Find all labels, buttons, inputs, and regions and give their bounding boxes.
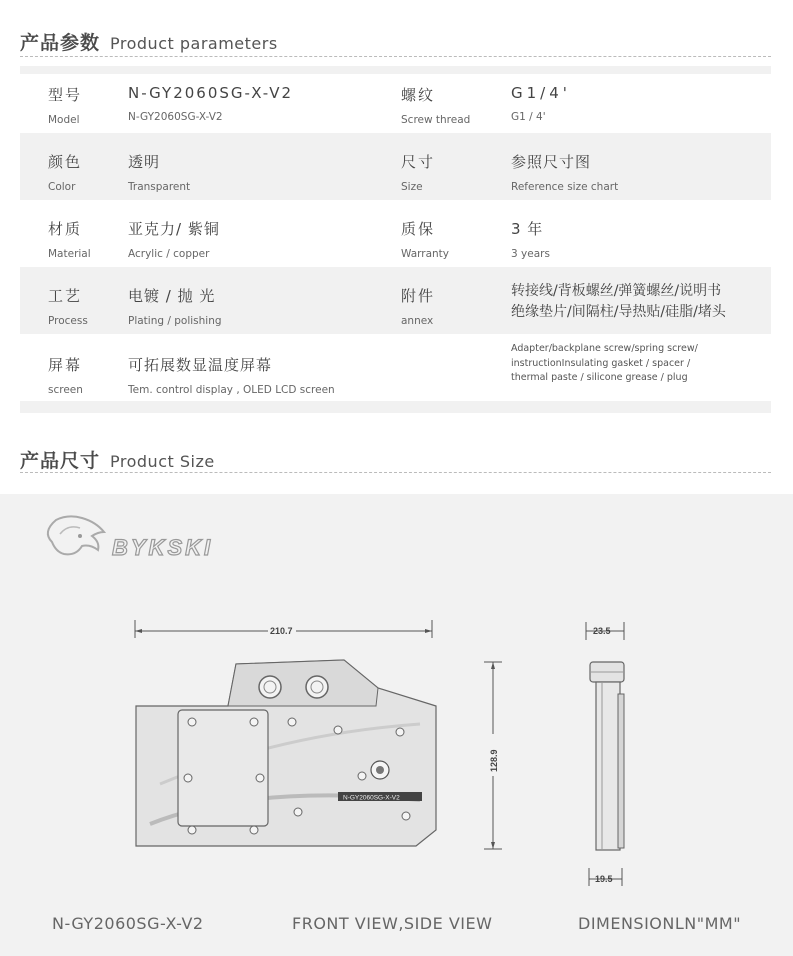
label-en: screen — [48, 384, 83, 396]
accessories-line-2: 绝缘垫片/间隔柱/导热贴/硅脂/堵头 — [511, 304, 726, 320]
right-value-en: G1 / 4' — [511, 111, 546, 123]
right-label-cn: 质保 — [401, 220, 436, 238]
param-row-model — [20, 66, 771, 133]
params-table — [20, 66, 771, 413]
brand-name: BYKSKI — [112, 535, 214, 560]
right-value-cn: G1/4' — [511, 84, 571, 102]
width-dimension — [135, 620, 432, 638]
value-en: Transparent — [128, 181, 191, 193]
label-en: Material — [48, 248, 91, 260]
caption-model: N-GY2060SG-X-V2 — [52, 914, 204, 933]
label-cn: 材质 — [48, 220, 83, 238]
right-label-en: Screw thread — [401, 114, 471, 126]
size-title-en: Product Size — [110, 452, 215, 471]
side-top-dimension — [586, 622, 624, 640]
label-cn: 工艺 — [48, 287, 83, 305]
label-en: Color — [48, 181, 76, 193]
param-row-screen — [20, 334, 771, 401]
size-title-cn: 产品尺寸 — [20, 450, 101, 472]
right-label-cn: 尺寸 — [401, 153, 436, 171]
drawing-svg — [0, 494, 793, 956]
size-section-header — [20, 446, 215, 473]
right-label-cn: 附件 — [401, 287, 436, 305]
value-cn: 电镀 / 抛 光 — [128, 287, 216, 305]
value-en: Plating / polishing — [128, 315, 222, 327]
accessories-en-line-2: instructionInsulating gasket / spacer / — [511, 357, 691, 369]
params-title-en: Product parameters — [110, 34, 278, 53]
accessories-en-line-3: thermal paste / silicone grease / plug — [511, 372, 688, 383]
row-top-band — [20, 66, 771, 74]
label-cn: 屏幕 — [48, 356, 83, 374]
params-title-cn: 产品参数 — [20, 32, 101, 54]
side-view — [590, 662, 624, 850]
params-divider — [20, 56, 771, 57]
side-bottom-dimension — [589, 868, 622, 886]
param-row-color — [20, 133, 771, 200]
accessories-line-1: 转接线/背板螺丝/弹簧螺丝/说明书 — [511, 283, 722, 299]
right-label-cn: 螺纹 — [401, 86, 436, 104]
caption-units: DIMENSIONLN"MM" — [578, 914, 742, 933]
height-label: 128.9 — [489, 749, 499, 772]
value-en: N-GY2060SG-X-V2 — [128, 111, 223, 123]
label-cn: 颜色 — [48, 153, 83, 171]
value-en: Acrylic / copper — [128, 248, 210, 260]
label-en: Process — [48, 315, 88, 327]
caption-views: FRONT VIEW,SIDE VIEW — [292, 914, 493, 933]
right-label-en: Size — [401, 181, 423, 193]
label-cn: 型号 — [48, 86, 83, 104]
table-bottom-band — [20, 401, 771, 413]
value-cn: 亚克力/ 紫铜 — [128, 220, 220, 238]
height-dimension — [484, 662, 502, 849]
right-value-en: 3 years — [511, 248, 550, 260]
right-value-en: Reference size chart — [511, 181, 619, 193]
value-en: Tem. control display , OLED LCD screen — [128, 384, 335, 396]
params-section-header — [20, 28, 278, 55]
label-en: Model — [48, 114, 80, 126]
accessories-en-line-1: Adapter/backplane screw/spring screw/ — [511, 343, 698, 354]
value-cn: 可拓展数显温度屏幕 — [128, 356, 273, 374]
param-row-material — [20, 200, 771, 267]
dragon-logo-icon — [48, 516, 104, 554]
side-bottom-label: 19.5 — [595, 874, 613, 884]
side-top-label: 23.5 — [593, 626, 611, 636]
front-view — [136, 660, 436, 846]
param-row-process — [20, 267, 771, 334]
plate-text: N-GY2060SG-X-V2 — [343, 794, 400, 802]
dimension-drawing — [0, 494, 793, 956]
right-label-en: annex — [401, 315, 434, 327]
right-value-cn: 参照尺寸图 — [511, 153, 592, 171]
value-cn: 透明 — [128, 153, 161, 171]
right-label-en: Warranty — [401, 248, 450, 260]
right-value-cn: 3 年 — [511, 220, 544, 238]
width-label: 210.7 — [270, 626, 293, 636]
size-divider — [20, 472, 771, 473]
value-cn: N-GY2060SG-X-V2 — [128, 84, 294, 102]
